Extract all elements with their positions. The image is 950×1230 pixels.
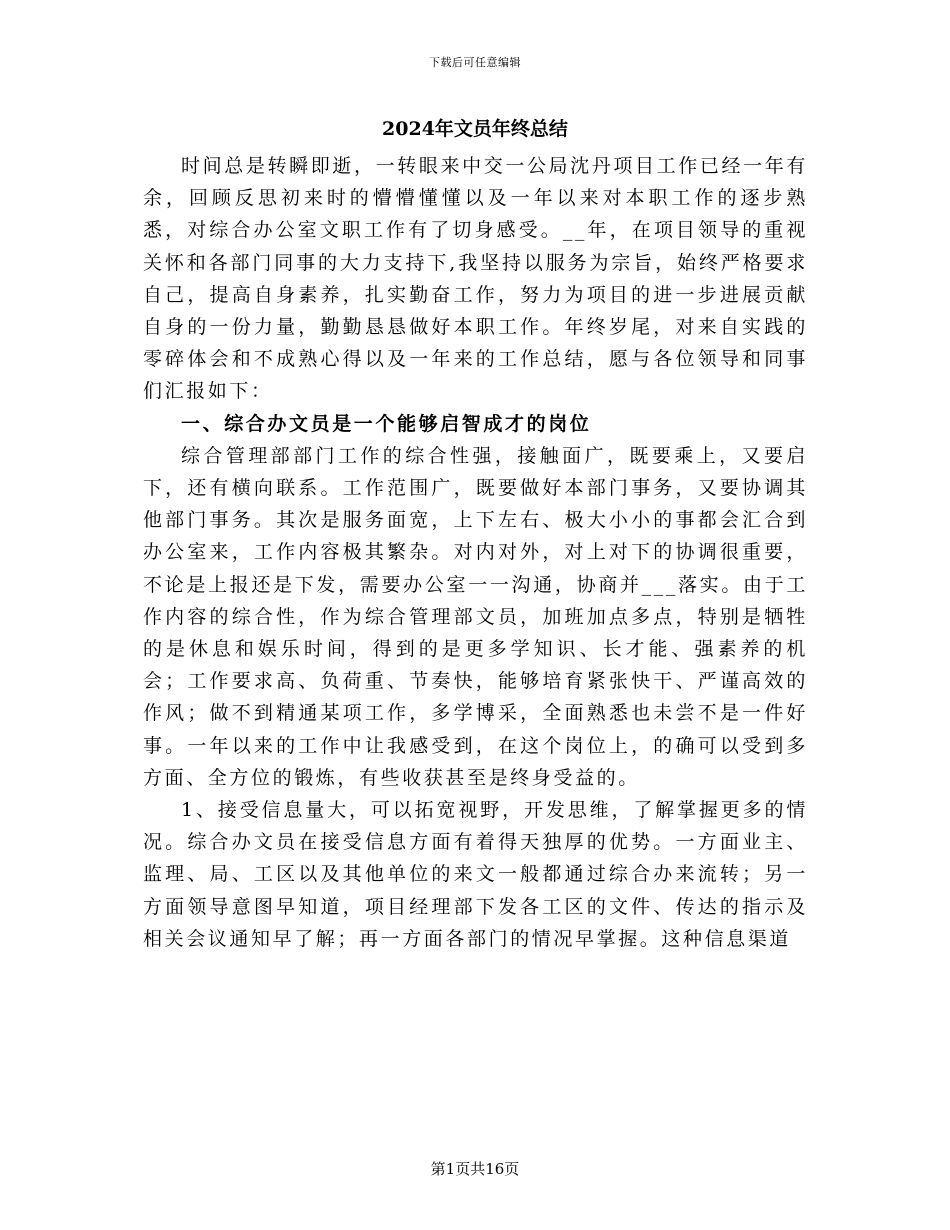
- document-body: [143, 150, 808, 955]
- paragraph-item-1: 1、接受信息量大，可以拓宽视野，开发思维，了解掌握更多的情况。综合办文员在接受信息方面有着得天独厚的优势。一方面业主、监理、局、工区以及其他单位的来文一般都通过综合办来流转；另一方面领导意图早知道，项目经理部下发各工区的文件、传达的指示及相关会议通知早了解；再一方面各部门的情况早掌握。这种信息渠道: [143, 799, 808, 950]
- section-heading-1: 一、综合办文员是一个能够启智成才的岗位: [181, 412, 592, 435]
- page-header-note: 下载后可任意编辑: [429, 56, 521, 69]
- paragraph-intro: 时间总是转瞬即逝，一转眼来中交一公局沈丹项目工作已经一年有余，回顾反思初来时的懵懵懂懂以及一年以来对本职工作的逐步熟悉，对综合办公室文职工作有了切身感受。__年，在项目领导的重视关怀和各部门同事的大力支持下,我坚持以服务为宗旨，始终严格要求自己，提高自身素养，扎实勤奋工作，努力为项目的进一步进展贡献自身的一份力量，勤勤恳恳做好本职工作。年终岁尾，对来自实践的零碎体会和不成熟心得以及一年来的工作总结，愿与各位领导和同事们汇报如下：: [143, 155, 808, 403]
- paragraph-section-1: 综合管理部部门工作的综合性强，接触面广，既要乘上，又要启下，还有横向联系。工作范围广，既要做好本部门事务，又要协调其他部门事务。其次是服务面宽，上下左右、极大小小的事都会汇合到办公室来，工作内容极其繁杂。对内对外，对上对下的协调很重要，不论是上报还是下发，需要办公室一一沟通，协商并___落实。由于工作内容的综合性，作为综合管理部文员，加班加点多点，特别是牺牲的是休息和娱乐时间，得到的是更多学知识、长才能、强素养的机会；工作要求高、负荷重、节奏快，能够培育紧张快干、严谨高效的作风；做不到精通某项工作，多学博采，全面熟悉也未尝不是一件好事。一年以来的工作中让我感受到，在这个岗位上，的确可以受到多方面、全方位的锻炼，有些收获甚至是终身受益的。: [143, 444, 808, 789]
- document-title: 2024年文员年终总结: [382, 118, 568, 140]
- page-footer: 第1页共16页: [430, 1160, 520, 1178]
